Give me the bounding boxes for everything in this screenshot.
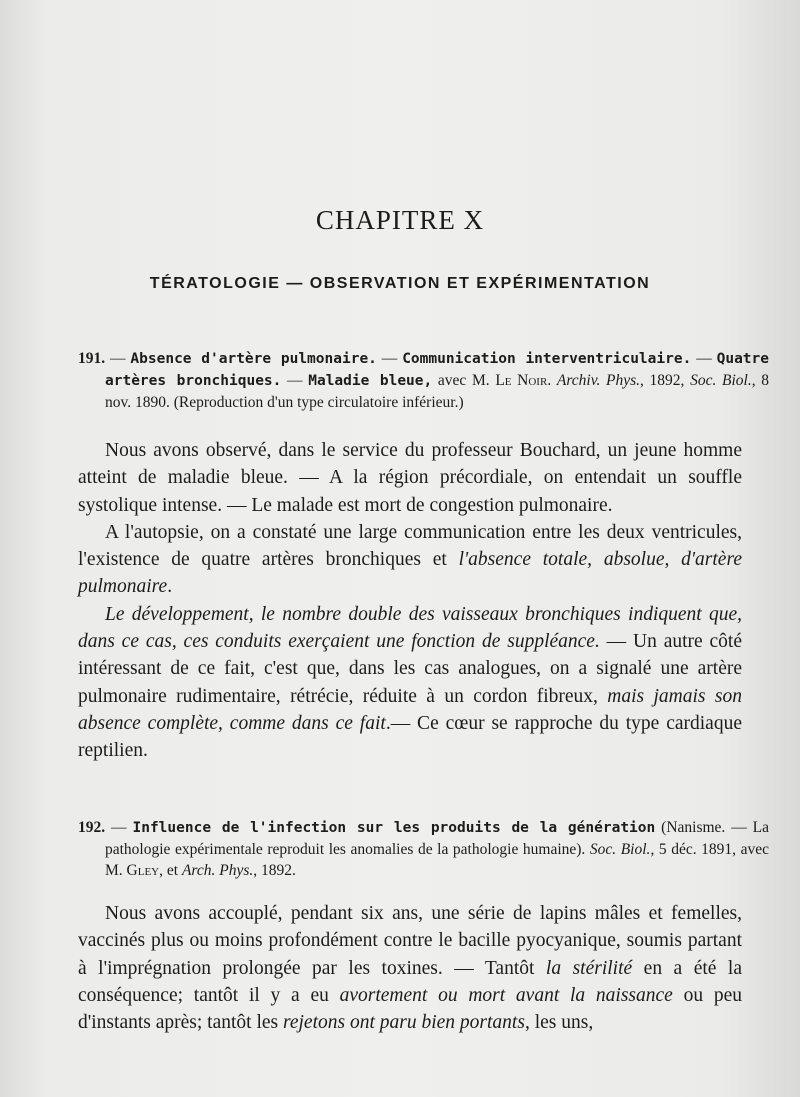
journal-name: Soc. Biol. bbox=[690, 372, 752, 389]
text-run: , les uns, bbox=[524, 1012, 594, 1034]
journal-name: Arch. Phys. bbox=[181, 862, 254, 879]
reference-text: , et bbox=[159, 862, 182, 879]
entry-title-part: Communication interventriculaire. bbox=[402, 351, 692, 367]
entry-191-heading bbox=[78, 348, 769, 413]
paragraph bbox=[78, 900, 742, 1036]
emphasis-text: la stérilité bbox=[545, 957, 633, 979]
emphasis-text: Le développement, le nombre double des vaisseaux bronchiques indiquent que, dans ce cas, ces conduits exerçaient une fonction de suppléance. bbox=[78, 603, 742, 653]
text-run: ou peu d'instants après; tantôt les bbox=[78, 984, 742, 1034]
dash: — bbox=[105, 350, 131, 367]
reference-text: , 8 nov. 1890. (Reproduction d'un type circulatoire inférieur.) bbox=[105, 372, 770, 411]
emphasis-text: l'absence totale, absolue, d'artère pulmonaire bbox=[78, 549, 742, 598]
reference-text: . bbox=[547, 372, 557, 389]
journal-name: Soc. Biol. bbox=[589, 841, 651, 858]
reference-text: avec M. bbox=[432, 372, 496, 389]
section-title: TÉRATOLOGIE — OBSERVATION ET EXPÉRIMENTATION bbox=[149, 275, 651, 292]
reference-text: , 1892. bbox=[253, 862, 296, 879]
reference-text: , 5 déc. 1891, avec M. bbox=[105, 841, 769, 879]
journal-name: Archiv. Phys. bbox=[556, 372, 640, 389]
entry-192-body bbox=[78, 900, 742, 1036]
dash: — bbox=[105, 819, 133, 836]
chapter-title: CHAPITRE X bbox=[315, 205, 485, 235]
entry-title-part: Influence de l'infection sur les produits de la génération bbox=[132, 820, 656, 836]
paragraph bbox=[78, 519, 742, 601]
entry-number: 192. bbox=[78, 819, 106, 836]
author-name: Le Noir bbox=[495, 372, 548, 389]
text-run: . bbox=[167, 576, 173, 598]
emphasis-text: avortement ou mort avant la naissance bbox=[339, 984, 673, 1006]
text-run: — Un autre côté intéressant de ce fait, c'est que, dans les cas analogues, on a signalé une artère pulmonaire rudimentaire, rétrécie, réduite à un cordon fibreux, bbox=[78, 631, 742, 707]
dash: — bbox=[376, 350, 403, 367]
text-run: A l'autopsie, on a constaté une large communication entre les deux ventricules, l'existence de quatre artères bronchiques et bbox=[78, 521, 742, 571]
emphasis-text: mais jamais son absence complète, comme dans ce fait bbox=[78, 685, 742, 734]
reference-text: , 1892, bbox=[640, 372, 691, 389]
entry-title-part: Maladie bleue, bbox=[308, 373, 433, 389]
dash: — bbox=[691, 350, 717, 367]
dash: — bbox=[281, 372, 309, 389]
entry-number: 191. bbox=[78, 350, 106, 367]
entry-192-heading bbox=[78, 817, 769, 881]
author-name: Gley bbox=[126, 862, 160, 879]
reference-text: (Nanisme. — La pathologie expérimentale reproduit les anomalies de la pathologie humaine). bbox=[105, 819, 770, 858]
paragraph bbox=[78, 601, 742, 765]
text-run: en a été la conséquence; tantôt il y a eu bbox=[78, 957, 742, 1006]
text-run: Nous avons accouplé, pendant six ans, une série de lapins mâles et femelles, vaccinés plus ou moins profondément contre le bacille pyocyanique, soumis partant à l'imprégnation prolongée par les toxines. — Tantôt bbox=[78, 903, 742, 979]
emphasis-text: rejetons ont paru bien portants bbox=[282, 1012, 525, 1034]
entry-title-part: Quatre artères bronchiques. bbox=[105, 351, 769, 389]
entry-title-part: Absence d'artère pulmonaire. bbox=[130, 351, 377, 367]
text-run: .— Ce cœur se rapproche du type cardiaque reptilien. bbox=[78, 712, 742, 762]
paragraph: Nous avons observé, dans le service du professeur Bouchard, un jeune homme atteint de maladie bleue. — A la région précordiale, on entendait un souffle systolique intense. — Le malade est mort de congestion pulmonaire. bbox=[78, 440, 742, 516]
entry-191-body bbox=[78, 437, 742, 765]
